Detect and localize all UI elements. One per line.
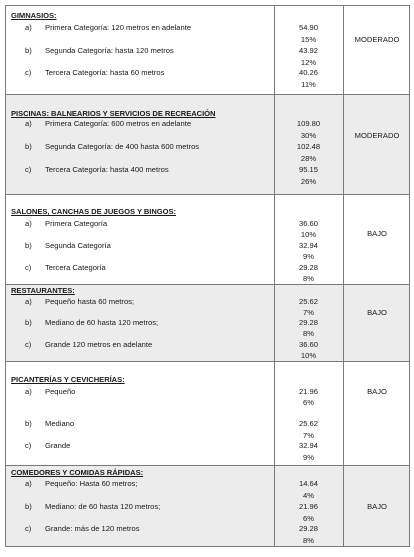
- list-item: [6, 318, 274, 328]
- item-letter: c): [25, 441, 32, 450]
- list-item: [6, 263, 274, 273]
- item-letter: b): [25, 502, 32, 511]
- item-percent: 10%: [300, 351, 317, 360]
- item-letter: a): [25, 387, 32, 396]
- section-salones: [5, 195, 410, 285]
- item-label: Mediano: [45, 419, 75, 428]
- list-item: [6, 441, 274, 451]
- item-label: Tercera Categoría: [45, 263, 106, 272]
- fee-table: [5, 5, 410, 547]
- item-letter: a): [25, 297, 32, 306]
- item-label: Pequeño: [45, 387, 76, 396]
- item-label: Mediano de 60 hasta 120 metros;: [45, 318, 159, 327]
- item-label: Pequeño: Hasta 60 metros;: [45, 479, 138, 488]
- list-item: [6, 524, 274, 534]
- item-percent: 6%: [303, 514, 314, 523]
- item-percent: 28%: [300, 154, 317, 163]
- item-value: 29.28: [298, 318, 318, 327]
- list-item: [6, 165, 274, 175]
- item-label: Primera Categoría: 120 metros en adelante: [45, 23, 192, 32]
- item-percent: 9%: [303, 453, 314, 462]
- item-value: 95.15: [298, 165, 318, 174]
- item-label: Tercera Categoría: hasta 400 metros: [45, 165, 169, 174]
- item-percent: 4%: [303, 491, 314, 500]
- item-percent: 15%: [300, 35, 317, 44]
- section-title: RESTAURANTES:: [11, 286, 75, 295]
- item-letter: b): [25, 46, 32, 55]
- list-item: [6, 479, 274, 489]
- item-percent: 30%: [300, 131, 317, 140]
- item-label: Mediano: de 60 hasta 120 metros;: [45, 502, 161, 511]
- item-value: 36.60: [298, 340, 318, 349]
- item-value: 43.92: [298, 46, 318, 55]
- item-value: 21.96: [298, 387, 318, 396]
- item-letter: b): [25, 318, 32, 327]
- risk-level: MODERADO: [354, 35, 400, 44]
- section-title: SALONES, CANCHAS DE JUEGOS Y BINGOS:: [11, 207, 177, 216]
- risk-level: BAJO: [367, 502, 387, 511]
- list-item: [6, 119, 274, 129]
- section-title: PISCINAS: BALNEARIOS Y SERVICIOS DE RECREACIÓN: [11, 109, 216, 118]
- section-title: GIMNASIOS:: [11, 11, 57, 20]
- item-label: Grande 120 metros en adelante: [45, 340, 153, 349]
- item-label: Grande: más de 120 metros: [45, 524, 140, 533]
- list-item: [6, 23, 274, 33]
- item-label: Primera Categoría: [45, 219, 108, 228]
- item-percent: 7%: [303, 308, 314, 317]
- item-value: 102.48: [296, 142, 321, 151]
- column-divider: [343, 195, 344, 284]
- item-letter: c): [25, 165, 32, 174]
- list-item: [6, 219, 274, 229]
- item-letter: a): [25, 479, 32, 488]
- section-restaurantes: [5, 285, 410, 362]
- list-item: [6, 142, 274, 152]
- item-percent: 26%: [300, 177, 317, 186]
- item-percent: 6%: [303, 398, 314, 407]
- item-label: Segunda Categoría: de 400 hasta 600 metros: [45, 142, 200, 151]
- section-picanterias: [5, 362, 410, 466]
- section-comedores: [5, 466, 410, 547]
- item-label: Grande: [45, 441, 71, 450]
- item-label: Tercera Categoría: hasta 60 metros: [45, 68, 165, 77]
- item-value: 109.80: [296, 119, 321, 128]
- item-letter: a): [25, 119, 32, 128]
- column-divider: [343, 6, 344, 94]
- item-label: Segunda Categoría: hasta 120 metros: [45, 46, 174, 55]
- list-item: [6, 46, 274, 56]
- item-value: 32.94: [298, 441, 318, 450]
- item-percent: 7%: [303, 431, 314, 440]
- item-letter: a): [25, 23, 32, 32]
- item-value: 25.62: [298, 419, 318, 428]
- list-item: [6, 297, 274, 307]
- item-value: 36.60: [298, 219, 318, 228]
- item-value: 29.28: [298, 263, 318, 272]
- item-percent: 8%: [303, 329, 314, 338]
- item-percent: 11%: [301, 80, 316, 89]
- section-title: COMEDORES Y COMIDAS RÁPIDAS:: [11, 468, 144, 477]
- item-letter: b): [25, 241, 32, 250]
- item-percent: 9%: [303, 252, 314, 261]
- list-item: [6, 387, 274, 397]
- list-item: [6, 340, 274, 350]
- item-value: 21.96: [298, 502, 318, 511]
- list-item: [6, 419, 274, 429]
- section-gimnasios: [5, 5, 410, 95]
- item-value: 40.26: [298, 68, 318, 77]
- item-percent: 10%: [300, 230, 317, 239]
- risk-level: MODERADO: [354, 131, 400, 140]
- item-letter: c): [25, 68, 32, 77]
- section-piscinas: [5, 95, 410, 195]
- section-title: PICANTERÍAS Y CEVICHERÍAS:: [11, 375, 125, 384]
- risk-level: BAJO: [367, 229, 387, 238]
- item-letter: c): [25, 263, 32, 272]
- item-percent: 8%: [303, 274, 314, 283]
- item-letter: b): [25, 142, 32, 151]
- item-percent: 12%: [300, 58, 317, 67]
- item-percent: 8%: [303, 536, 314, 545]
- item-value: 14.64: [298, 479, 318, 488]
- item-letter: c): [25, 524, 32, 533]
- list-item: [6, 241, 274, 251]
- item-value: 54.90: [298, 23, 318, 32]
- item-label: Pequeño hasta 60 metros;: [45, 297, 135, 306]
- item-label: Segunda Categoría: [45, 241, 111, 250]
- list-item: [6, 502, 274, 512]
- risk-level: BAJO: [367, 308, 387, 317]
- column-divider: [343, 95, 344, 194]
- item-value: 29.28: [298, 524, 318, 533]
- column-divider: [343, 285, 344, 361]
- item-letter: a): [25, 219, 32, 228]
- item-value: 32.94: [298, 241, 318, 250]
- risk-level: BAJO: [367, 387, 387, 396]
- column-divider: [343, 362, 344, 465]
- item-letter: b): [25, 419, 32, 428]
- item-value: 25.62: [298, 297, 318, 306]
- item-letter: c): [25, 340, 32, 349]
- list-item: [6, 68, 274, 78]
- item-label: Primera Categoría: 600 metros en adelante: [45, 119, 192, 128]
